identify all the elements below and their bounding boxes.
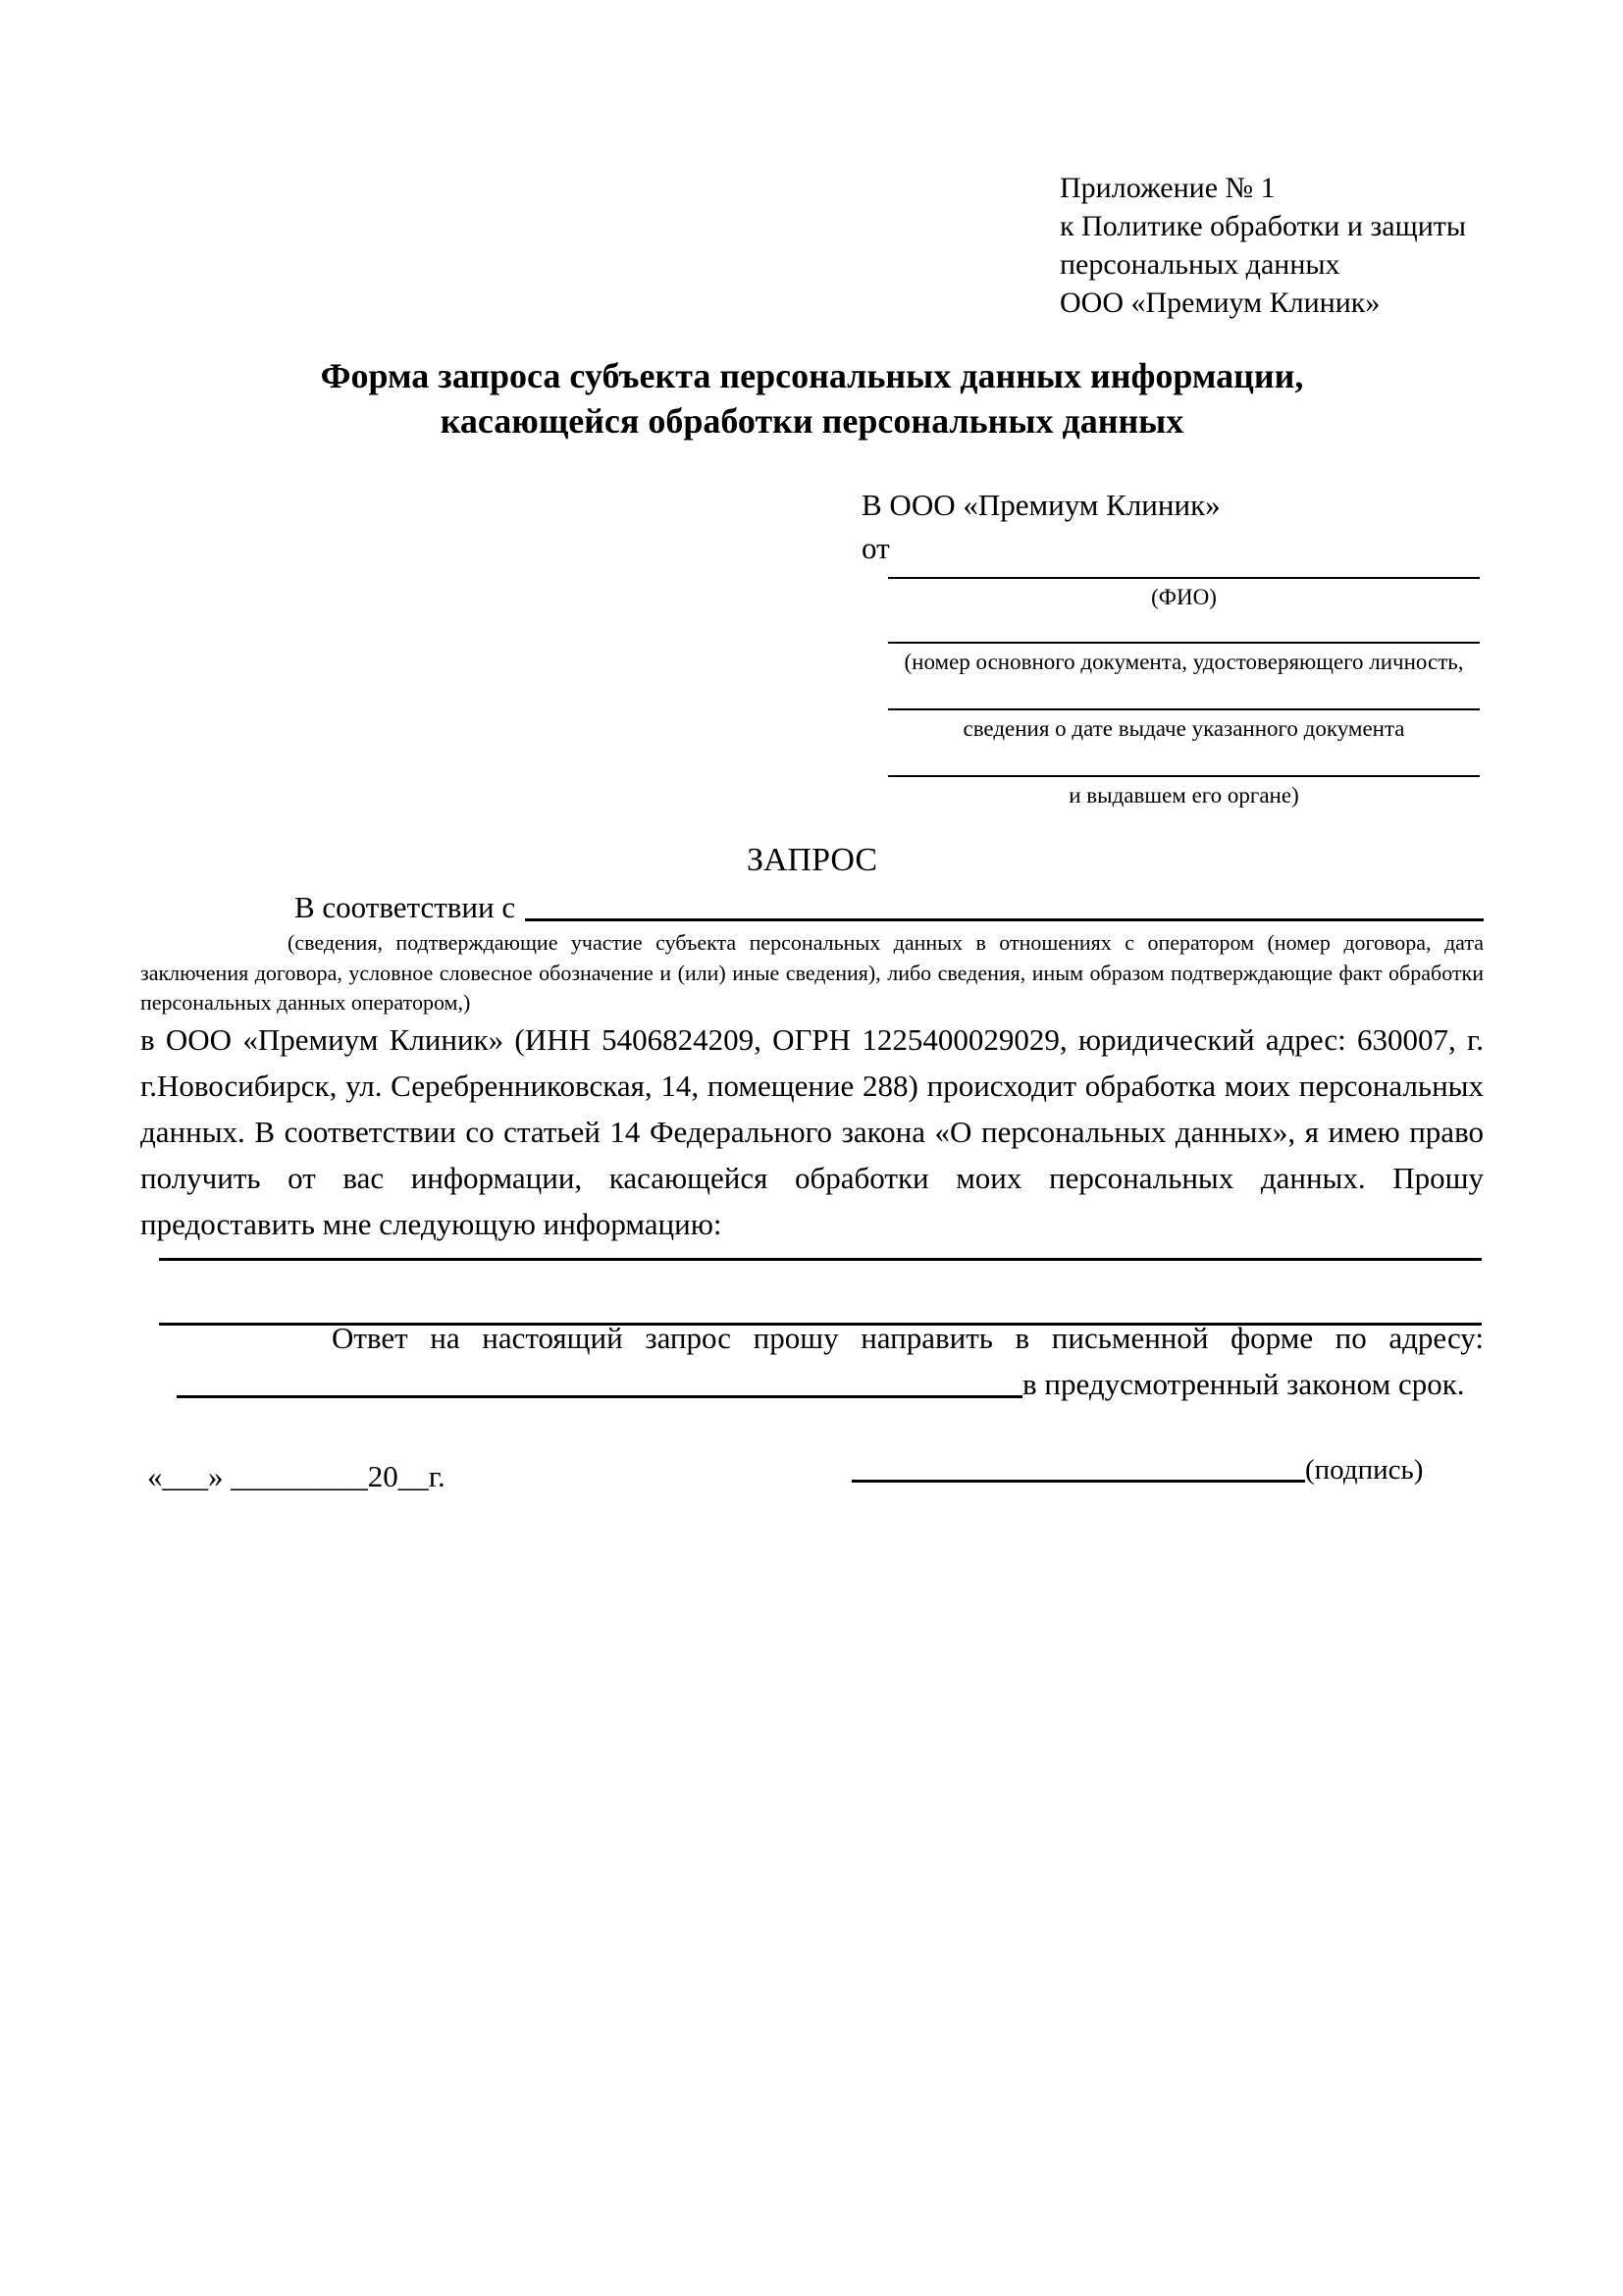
fio-caption: (ФИО) (1151, 585, 1217, 609)
body-paragraph: в ООО «Премиум Клиник» (ИНН 5406824209, ОГРН 1225400029029, юридический адрес: 630007, г. г.Новосибирск, ул. Серебренниковская, 14, помещение 288) происходит обработка моих персональных данных. В соответствии со статьей 14 Федерального закона «О персональных данных», я имею право получить от вас информации, касающейся обработки моих персональных данных. Прошу предоставить мне следующую информацию: (140, 1022, 1484, 1241)
signature-caption: (подпись) (1305, 1454, 1424, 1486)
signature-underline (852, 1480, 1305, 1483)
header-note-line-4: ООО «Премиум Клиник» (1060, 287, 1381, 319)
reply-address-underline (177, 1395, 1022, 1398)
fio-underline (888, 577, 1480, 579)
intro-underline (525, 918, 1484, 921)
title-line-1: Форма запроса субъекта персональных данных информации, (320, 356, 1304, 395)
request-heading: ЗАПРОС (746, 842, 878, 878)
header-note-line-3: персональных данных (1060, 248, 1340, 281)
header-note (1060, 169, 1466, 322)
signature-block (852, 1450, 1423, 1489)
title-line-2: касающейся обработки персональных данных (440, 401, 1184, 441)
document-title (140, 353, 1484, 444)
date-field: «___» _________20__г. (147, 1459, 445, 1493)
doc-date-underline (888, 708, 1480, 710)
footnote-text: (сведения, подтверждающие участие субъекта персональных данных в отношениях с оператором (номер договора, дата заключения договора, условное словесное обозначение и (или) иные сведения), либо сведения, иным образом подтверждающие факт обработки персональных данных оператором,) (140, 930, 1484, 1015)
intro-line (140, 888, 1484, 927)
reply-line-2 (140, 1364, 1484, 1405)
reply-line-1: Ответ на настоящий запрос прошу направить в письменной форме по адресу: (332, 1321, 1484, 1355)
addressee-to: В ООО «Премиум Клиник» (862, 488, 1221, 522)
doc-issuer-underline (888, 775, 1480, 777)
doc-issuer-caption: и выдавшем его органе) (1069, 783, 1299, 808)
doc-date-caption: сведения о дате выдаче указанного документа (963, 716, 1405, 741)
info-underline-1 (159, 1258, 1482, 1261)
doc-number-caption: (номер основного документа, удостоверяющего личность, (904, 650, 1464, 674)
addressee-from: от (862, 531, 890, 565)
intro-label: В соответствии с (294, 890, 516, 924)
reply-suffix: в предусмотренный законом срок. (1022, 1367, 1465, 1401)
doc-number-underline (888, 642, 1480, 644)
header-note-line-1: Приложение № 1 (1060, 172, 1276, 204)
header-note-line-2: к Политике обработки и защиты (1060, 210, 1467, 242)
